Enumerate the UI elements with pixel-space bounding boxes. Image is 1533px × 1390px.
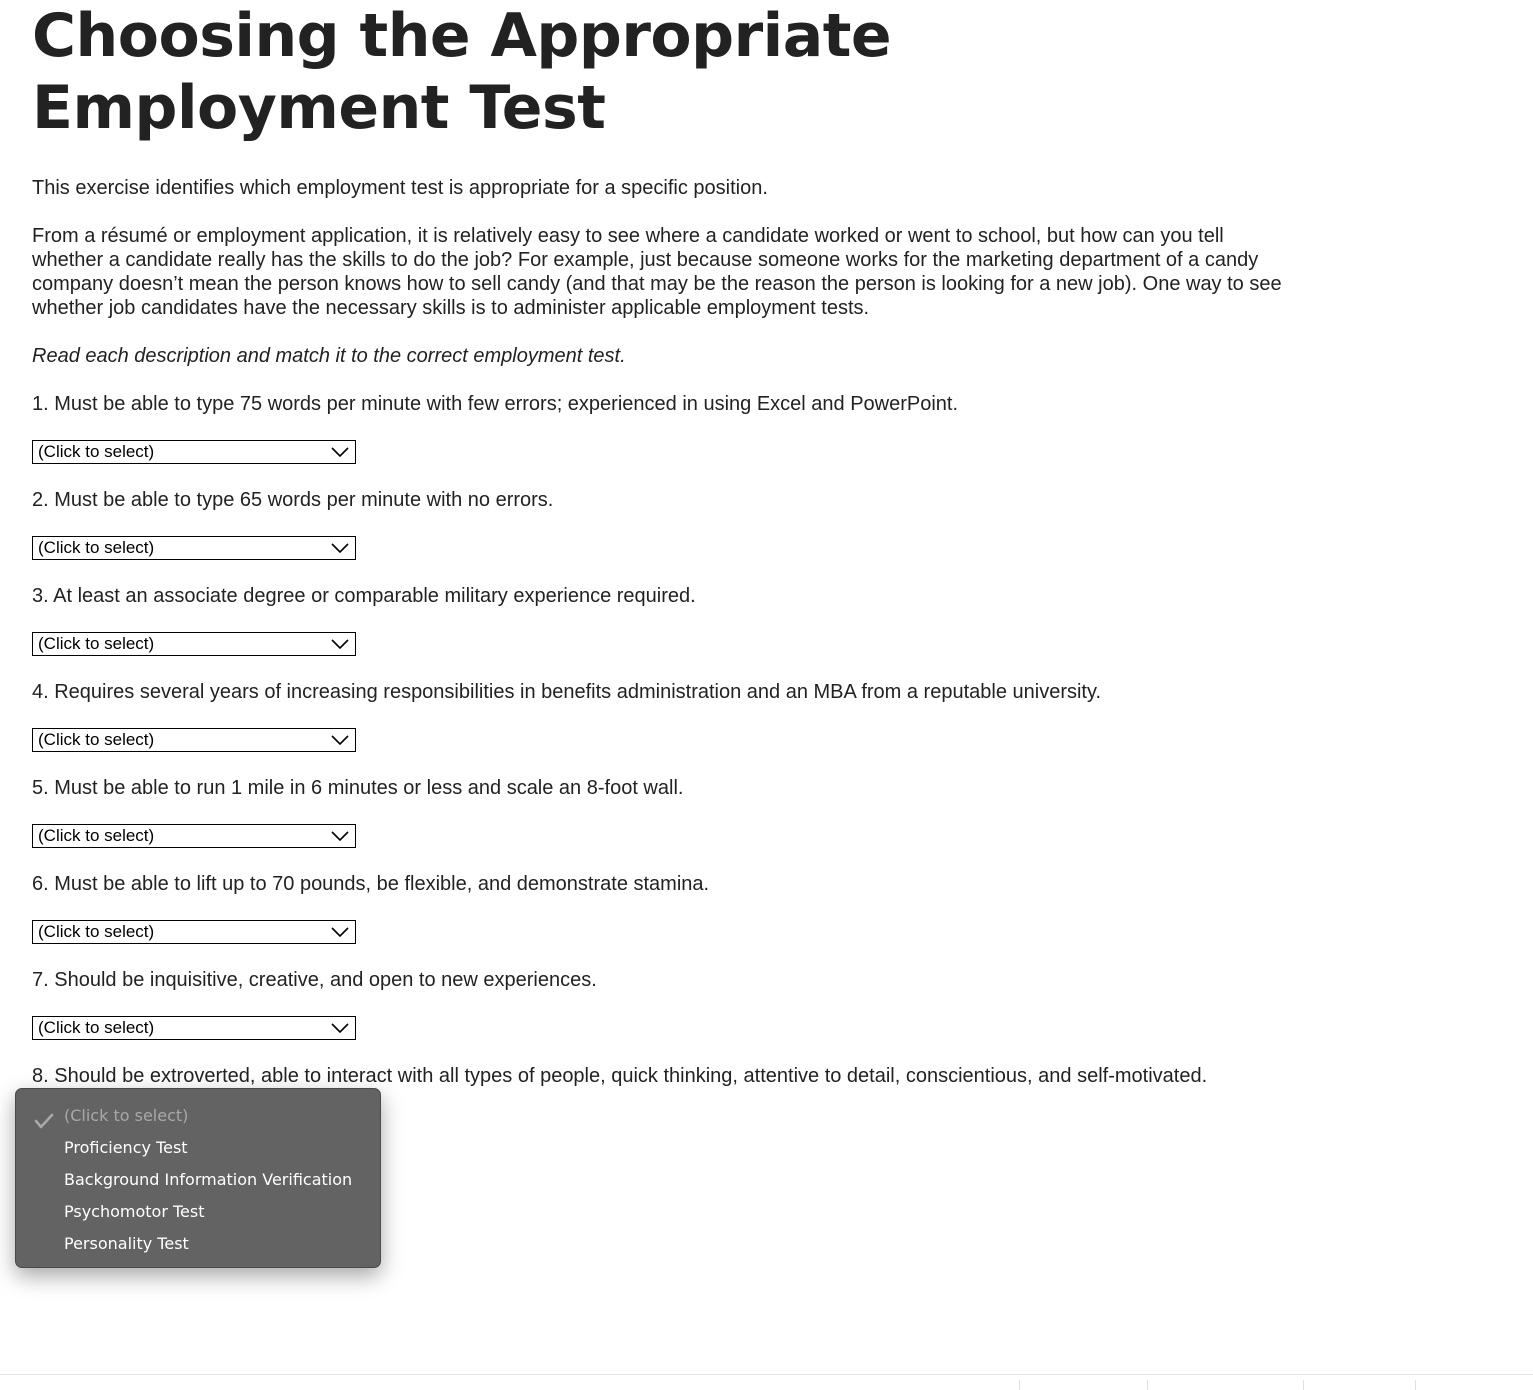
question-5: 5. Must be able to run 1 mile in 6 minutes or less and scale an 8-foot wall. — [32, 777, 684, 799]
question-8: 8. Should be extroverted, able to interact with all types of people, quick thinking, attentive to detail, conscientious, and self-motivated. — [32, 1065, 1208, 1087]
footer-separator — [1147, 1380, 1148, 1390]
footer-divider — [0, 1374, 1533, 1375]
dropdown-option-click-to-select[interactable] — [16, 1100, 380, 1132]
dropdown-option-proficiency-test[interactable] — [16, 1132, 380, 1164]
dropdown-option-label: Background Information Verification — [64, 1170, 353, 1189]
body-text: From a résumé or employment application, it is relatively easy to see where a candidate worked or went to school, but how can you tell whether a candidate really has the skills to do the job? For example, just because someone works for the marketing department of a candy company doesn’t mean the person knows how to sell candy (and that may be the reason the person is looking for a new job). One way to see whether job candidates have the necessary skills is to administer applicable employment tests. — [32, 225, 1282, 319]
answer-select-6-value: (Click to select) — [38, 922, 155, 941]
answer-select-7-value: (Click to select) — [38, 1018, 155, 1037]
answer-select-2-value: (Click to select) — [38, 538, 155, 557]
exercise-content — [32, 0, 1292, 1088]
answer-select-4[interactable] — [32, 728, 356, 752]
chevron-down-icon — [329, 537, 351, 559]
dropdown-option-label: Psychomotor Test — [64, 1202, 205, 1221]
answer-select-1-value: (Click to select) — [38, 442, 155, 461]
chevron-down-icon — [329, 729, 351, 751]
instruction-text: Read each description and match it to the correct employment test. — [32, 345, 626, 367]
answer-select-5[interactable] — [32, 824, 356, 848]
dropdown-option-psychomotor-test[interactable] — [16, 1196, 380, 1228]
answer-select-3[interactable] — [32, 632, 356, 656]
checkmark-icon — [34, 1108, 54, 1124]
chevron-down-icon — [329, 633, 351, 655]
chevron-down-icon — [329, 921, 351, 943]
footer-separator — [1415, 1380, 1416, 1390]
answer-select-3-value: (Click to select) — [38, 634, 155, 653]
answer-select-1[interactable] — [32, 440, 356, 464]
question-7: 7. Should be inquisitive, creative, and open to new experiences. — [32, 969, 597, 991]
answer-select-8-menu[interactable] — [15, 1088, 381, 1268]
dropdown-option-background-information-verification[interactable] — [16, 1164, 380, 1196]
question-6: 6. Must be able to lift up to 70 pounds, be flexible, and demonstrate stamina. — [32, 873, 710, 895]
footer-separator — [1019, 1380, 1020, 1390]
answer-select-5-value: (Click to select) — [38, 826, 155, 845]
answer-select-6[interactable] — [32, 920, 356, 944]
question-1: 1. Must be able to type 75 words per minute with few errors; experienced in using Excel and PowerPoint. — [32, 393, 959, 415]
footer-separator — [1303, 1380, 1304, 1390]
question-4: 4. Requires several years of increasing responsibilities in benefits administration and an MBA from a reputable university. — [32, 681, 1102, 703]
chevron-down-icon — [329, 1017, 351, 1039]
dropdown-option-label: (Click to select) — [64, 1106, 189, 1125]
chevron-down-icon — [329, 825, 351, 847]
dropdown-option-label: Proficiency Test — [64, 1138, 188, 1157]
chevron-down-icon — [329, 441, 351, 463]
intro-text: This exercise identifies which employment test is appropriate for a specific position. — [32, 177, 768, 199]
question-2: 2. Must be able to type 65 words per minute with no errors. — [32, 489, 554, 511]
dropdown-option-personality-test[interactable] — [16, 1228, 380, 1260]
answer-select-7[interactable] — [32, 1016, 356, 1040]
answer-select-2[interactable] — [32, 536, 356, 560]
answer-select-4-value: (Click to select) — [38, 730, 155, 749]
page-title: Choosing the Appropriate Employment Test — [32, 1, 892, 143]
dropdown-option-label: Personality Test — [64, 1234, 189, 1253]
question-3: 3. At least an associate degree or comparable military experience required. — [32, 585, 696, 607]
